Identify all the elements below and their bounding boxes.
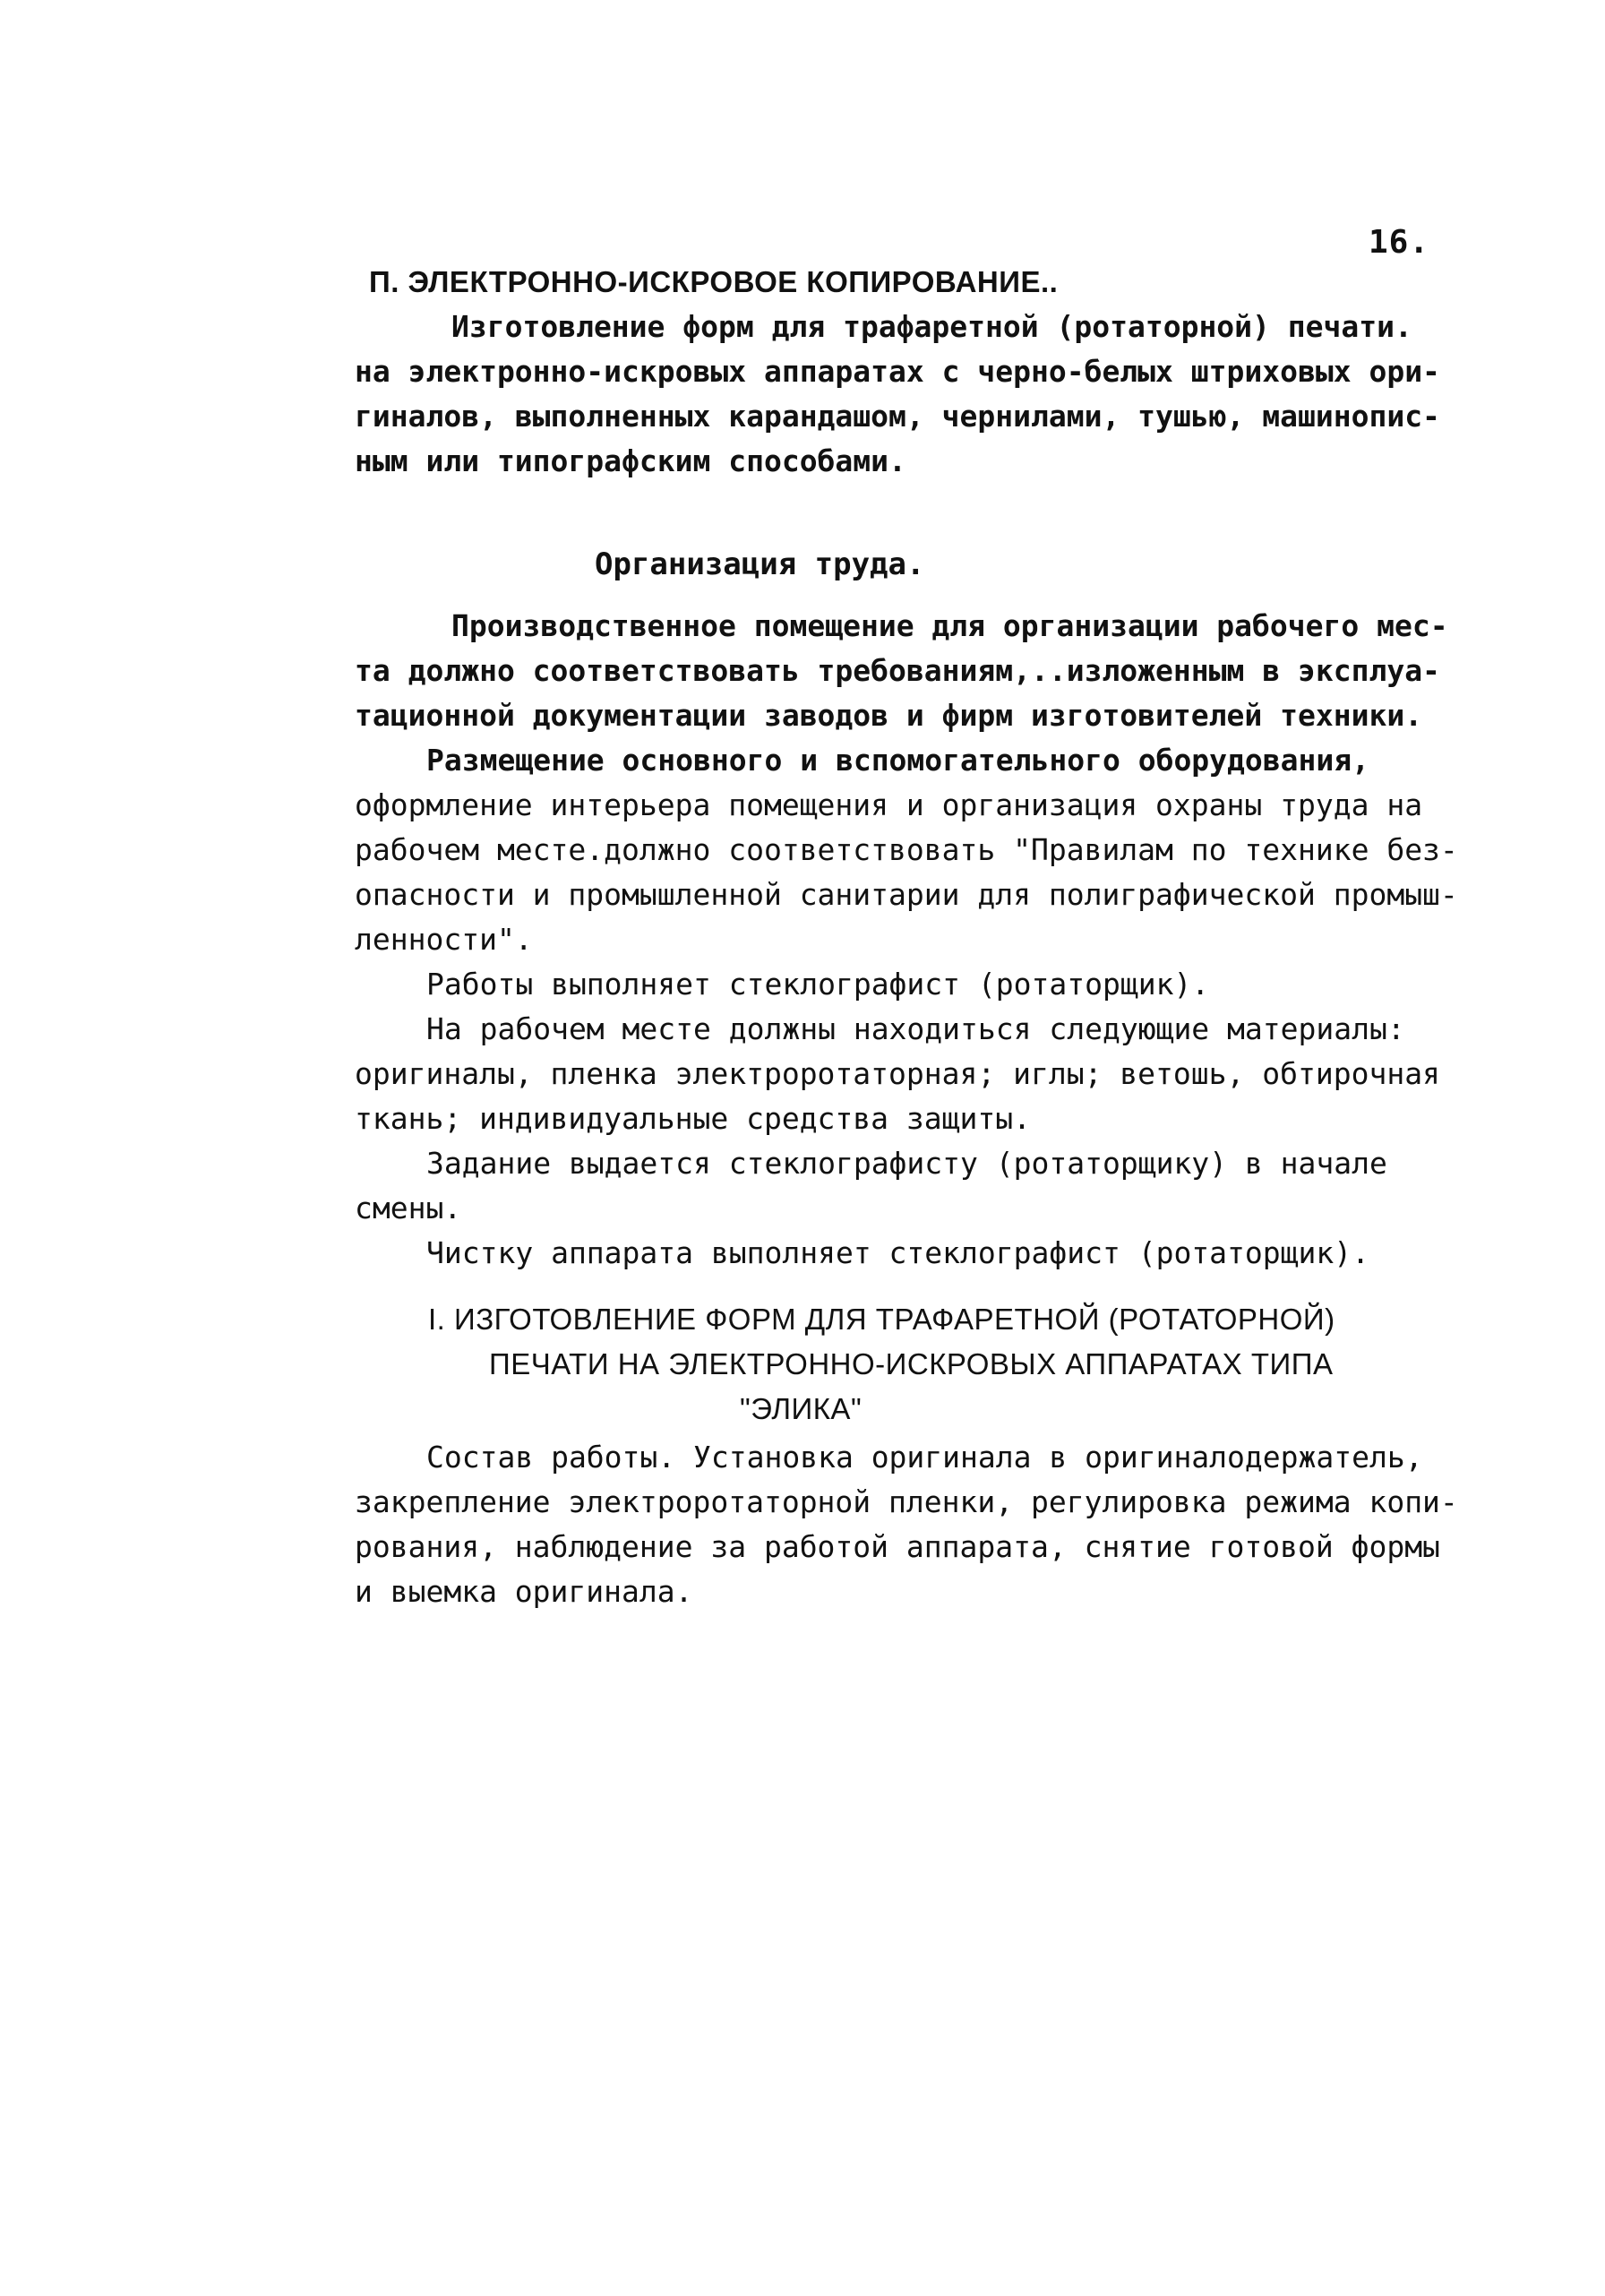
body-line: тационной документации заводов и фирм изготовителей техники. xyxy=(355,698,1423,733)
body-line: оригиналы, пленка электроротаторная; иглы; ветошь, обтирочная xyxy=(355,1056,1440,1091)
work-line: Состав работы. Установка оригинала в оригиналодержатель, xyxy=(426,1440,1423,1475)
intro-line: ным или типографским способами. xyxy=(355,443,906,478)
body-line: опасности и промышленной санитарии для полиграфической промыш- xyxy=(355,877,1458,912)
item-title-line: "ЭЛИКА" xyxy=(740,1392,863,1425)
body-line: Производственное помещение для организации рабочего мес- xyxy=(451,608,1448,643)
section-heading: П. ЭЛЕКТРОННО-ИСКРОВОЕ КОПИРОВАНИЕ.. xyxy=(369,265,1059,298)
item-title-block xyxy=(355,1297,1510,1432)
page-number: 16. xyxy=(1369,224,1430,261)
subheading-labor-organization: Организация труда. xyxy=(595,546,925,582)
work-line: рования, наблюдение за работой аппарата, снятие готовой формы xyxy=(355,1529,1440,1564)
body-line: оформление интерьера помещения и организация охраны труда на xyxy=(355,787,1423,822)
item-title-line: ПЕЧАТИ НА ЭЛЕКТРОННО-ИСКРОВЫХ АППАРАТАХ ТИПА xyxy=(489,1347,1334,1380)
body-line: смены. xyxy=(355,1191,462,1225)
work-block xyxy=(355,1435,1510,1614)
body-line: рабочем месте.должно соответствовать "Правилам по технике без- xyxy=(355,832,1458,867)
intro-block xyxy=(355,260,1510,484)
body-line: та должно соответствовать требованиям,..изложенным в эксплуа- xyxy=(355,653,1440,688)
intro-line: Изготовление форм для трафаретной (ротаторной) печати. xyxy=(451,309,1412,344)
intro-line: гиналов, выполненных карандашом, чернилами, тушью, машинопис- xyxy=(355,399,1440,434)
body-line: Размещение основного и вспомогательного оборудования, xyxy=(426,743,1369,778)
intro-line: на электронно-искровых аппаратах с черно-белых штриховых ори- xyxy=(355,354,1440,389)
body-line: На рабочем месте должны находиться следующие материалы: xyxy=(426,1011,1405,1046)
item-title-line: I. ИЗГОТОВЛЕНИЕ ФОРМ ДЛЯ ТРАФАРЕТНОЙ (РОТАТОРНОЙ) xyxy=(428,1303,1335,1336)
body-line: Работы выполняет стеклографист (ротаторщик). xyxy=(426,967,1210,1002)
body-line: ткань; индивидуальные средства защиты. xyxy=(355,1101,1031,1136)
body-line: Чистку аппарата выполняет стеклографист (ротаторщик). xyxy=(426,1235,1369,1270)
work-line: закрепление электроротаторной пленки, регулировка режима копи- xyxy=(355,1484,1458,1519)
body-line: ленности". xyxy=(355,922,533,957)
body-block xyxy=(355,604,1510,1276)
body-line: Задание выдается стеклографисту (ротаторщику) в начале xyxy=(426,1146,1387,1181)
work-line: и выемка оригинала. xyxy=(355,1574,693,1609)
